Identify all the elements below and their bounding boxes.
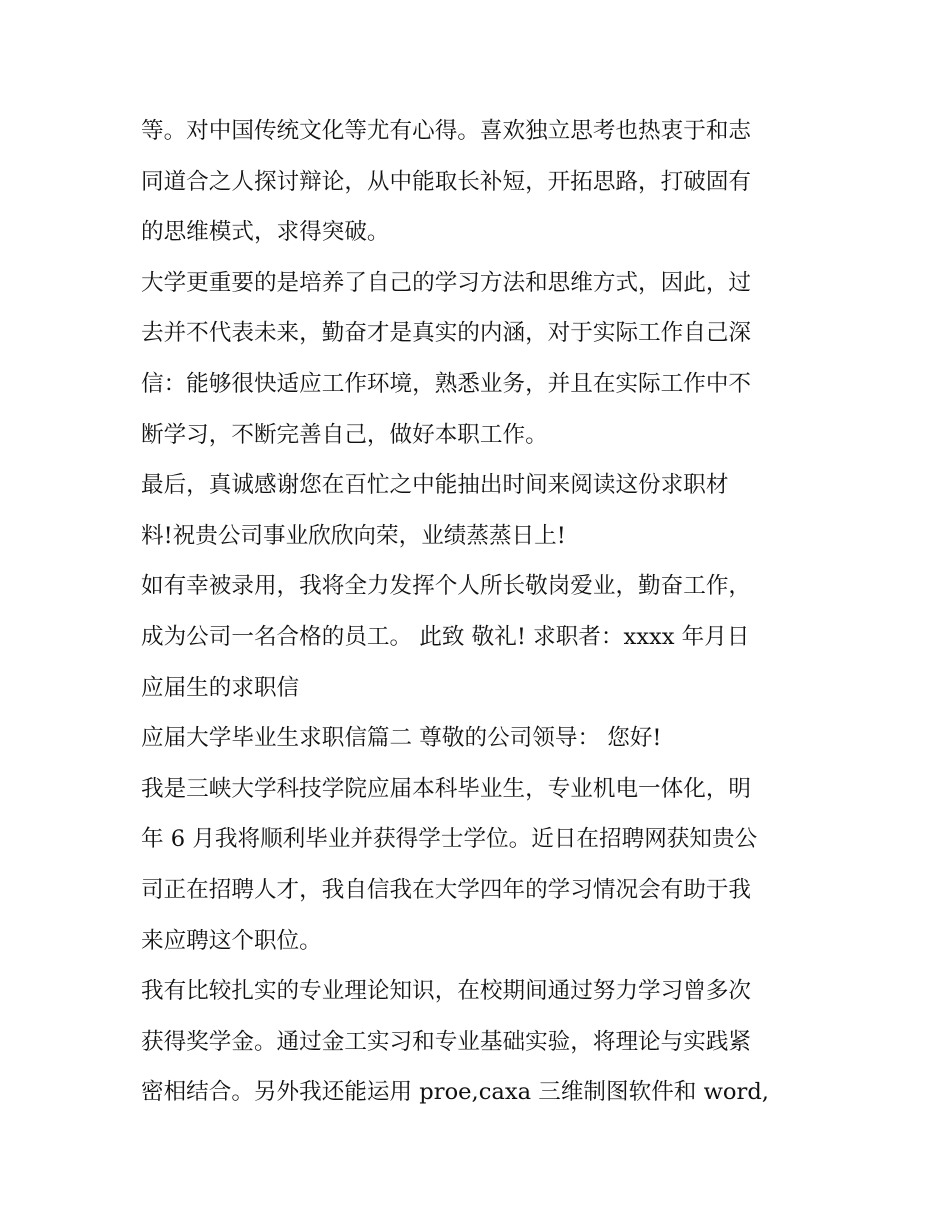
text-line: 获得奖学金。通过金工实习和专业基础实验，将理论与实践紧	[141, 1028, 752, 1055]
text-line: 司正在招聘人才，我自信我在大学四年的学习情况会有助于我	[141, 876, 752, 903]
text-line: 去并不代表未来，勤奋才是真实的内涵，对于实际工作自己深	[141, 320, 752, 347]
text-line: 应届大学毕业生求职信篇二 尊敬的公司领导： 您好!	[141, 725, 662, 752]
text-line: 断学习，不断完善自己，做好本职工作。	[141, 421, 548, 448]
text-line: 成为公司一名合格的员工。 此致 敬礼! 求职者：xxxx 年月日	[141, 623, 750, 650]
text-line: 我有比较扎实的专业理论知识，在校期间通过努力学习曾多次	[141, 978, 752, 1005]
text-line: 如有幸被录用，我将全力发挥个人所长敬岗爱业，勤奋工作，	[141, 573, 752, 600]
text-line: 最后，真诚感谢您在百忙之中能抽出时间来阅读这份求职材	[141, 472, 729, 499]
body-text	[141, 106, 821, 1118]
text-line: 料!祝贵公司事业欣欣向荣，业绩蒸蒸日上!	[141, 522, 566, 549]
text-line: 的思维模式，求得突破。	[141, 219, 390, 246]
text-line: 信：能够很快适应工作环境，熟悉业务，并且在实际工作中不	[141, 370, 752, 397]
text-line: 应届生的求职信	[141, 674, 300, 701]
text-line: 来应聘这个职位。	[141, 927, 322, 954]
text-line: 年 6 月我将顺利毕业并获得学士学位。近日在招聘网获知贵公	[141, 826, 758, 853]
text-line: 我是三峡大学科技学院应届本科毕业生，专业机电一体化，明	[141, 775, 752, 802]
text-line: 密相结合。另外我还能运用 proe,caxa 三维制图软件和 word,	[141, 1079, 769, 1106]
text-line: 等。对中国传统文化等尤有心得。喜欢独立思考也热衷于和志	[141, 118, 752, 144]
text-line: 同道合之人探讨辩论，从中能取长补短，开拓思路，打破固有	[141, 168, 752, 195]
text-line: 大学更重要的是培养了自己的学习方法和思维方式，因此，过	[141, 269, 752, 296]
